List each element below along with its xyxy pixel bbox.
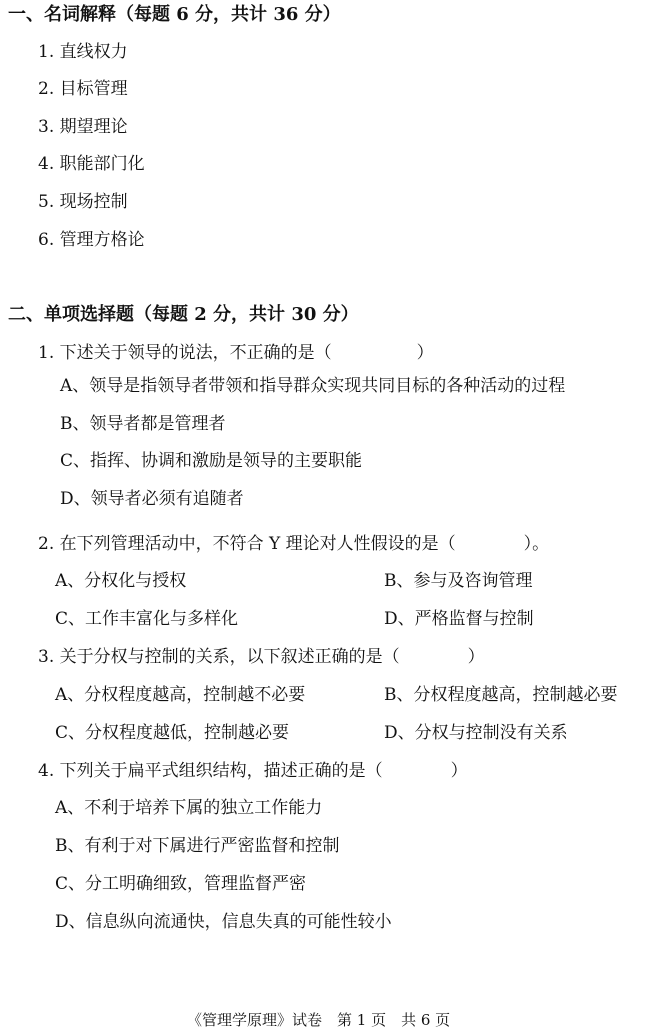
question-stem: 1. 下述关于领导的说法，不正确的是（ ） <box>38 343 434 363</box>
option-a: A、领导是指领导者带领和指导群众实现共同目标的各种活动的过程 <box>60 376 566 396</box>
definition-item: 2. 目标管理 <box>38 79 128 99</box>
option-a: A、不利于培养下属的独立工作能力 <box>55 798 323 818</box>
option-b: B、参与及咨询管理 <box>384 571 533 591</box>
definition-item: 1. 直线权力 <box>38 42 128 62</box>
option-b: B、领导者都是管理者 <box>60 414 226 434</box>
question-stem: 2. 在下列管理活动中，不符合 Y 理论对人性假设的是（ ）。 <box>38 534 550 554</box>
option-a: A、分权化与授权 <box>55 571 187 591</box>
option-d: D、严格监督与控制 <box>384 609 534 629</box>
option-b: B、有利于对下属进行严密监督和控制 <box>55 836 340 856</box>
section-title-multiple-choice: 二、单项选择题（每题 2 分，共计 30 分） <box>8 304 359 325</box>
option-c: C、分工明确细致，管理监督严密 <box>55 874 307 894</box>
option-d: D、领导者必须有追随者 <box>60 489 244 509</box>
option-c: C、分权程度越低，控制越必要 <box>55 723 290 743</box>
page-footer: 《管理学原理》试卷 第 1 页 共 6 页 <box>187 1011 451 1029</box>
option-d: D、分权与控制没有关系 <box>384 723 568 743</box>
option-c: C、工作丰富化与多样化 <box>55 609 239 629</box>
option-d: D、信息纵向流通快，信息失真的可能性较小 <box>55 912 392 932</box>
definition-item: 4. 职能部门化 <box>38 154 145 174</box>
definition-item: 5. 现场控制 <box>38 192 128 212</box>
section-title-definitions: 一、名词解释（每题 6 分，共计 36 分） <box>8 4 341 25</box>
option-b: B、分权程度越高，控制越必要 <box>384 685 618 705</box>
question-stem: 4. 下列关于扁平式组织结构，描述正确的是（ ） <box>38 761 468 781</box>
definition-item: 3. 期望理论 <box>38 117 128 137</box>
question-stem: 3. 关于分权与控制的关系，以下叙述正确的是（ ） <box>38 647 485 667</box>
definition-item: 6. 管理方格论 <box>38 230 145 250</box>
option-a: A、分权程度越高，控制越不必要 <box>55 685 306 705</box>
option-c: C、指挥、协调和激励是领导的主要职能 <box>60 451 363 471</box>
